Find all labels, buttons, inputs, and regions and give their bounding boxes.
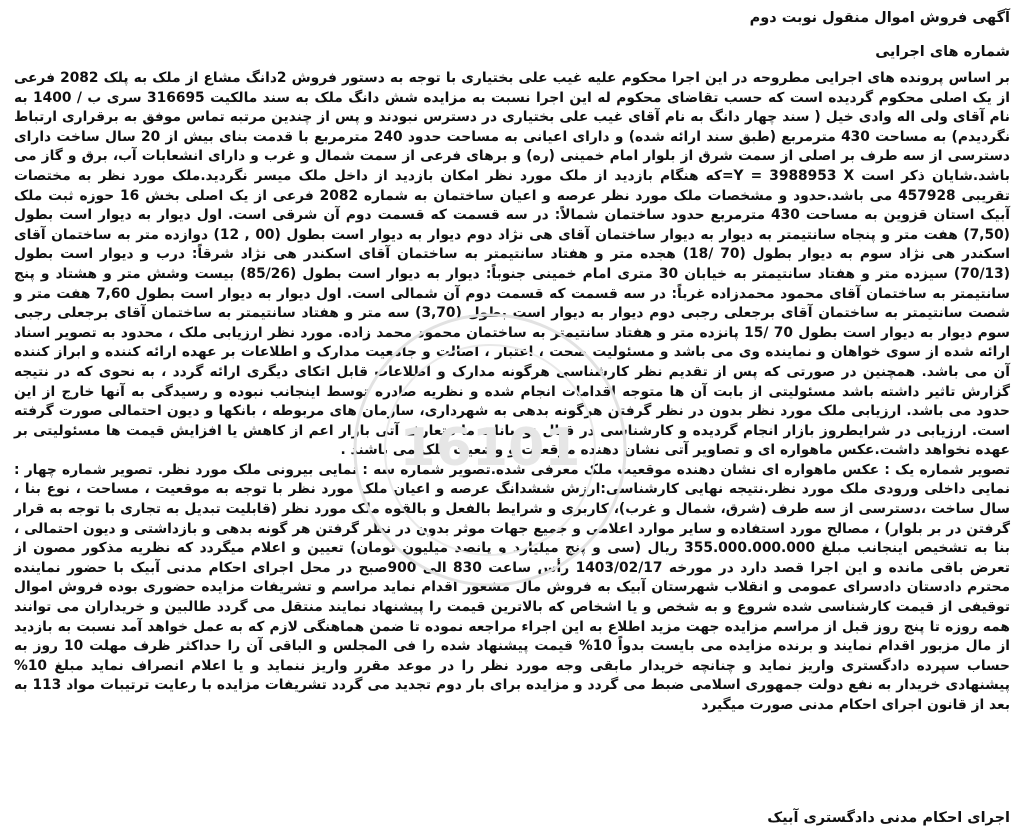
notice-subtitle: شماره های اجرایی [875, 44, 1010, 60]
notice-paragraph-auction-terms: تصویر شماره یک : عکس ماهواره ای نشان دهنده موقعیت ملک معرفی شده.تصویر شماره سه : نمایی بیرونی ملک مورد نظر. تصویر شماره چهار : نمایی داخلی ورودی ملک مورد نظر.نتیجه نهایی کارشناسی:ارزش ششدانگ عرصه و اعیان ملک مورد نظر با توجه به موقعیت ، مساحت ، نوع بنا ، سال ساخت ،دسترسی از سه طرف (شرق، شمال و غرب)، کاربری و شرایط بالفعل و بالقوه ملک مورد نظر (قابلیت تبدیل به تجاری با توجه به قرار گرفتن در بر بلوار) ، مصالح مورد استفاده و سایر موارد اعلامی و جمیع جهات موثر بدون در نظر گرفتن هر گونه بدهی و بازداشتی و دیون احتمالی ، بنا به تشخیص اینجانب مبلغ 355.000.000.000 ریال (سی و پنج میلیارد و پانصد میلیون تومان) تعیین و اعلام میگردد که نظریه مذکور مصون از تعرض باقی مانده و این اجرا قصد دارد در مورخه 1403/02/17 رأس ساعت 830 الی 900صبح در محل اجرای احکام مدنی آبیک با حضور نماینده محترم دادستان دادسرای عمومی و انقلاب شهرستان آبیک به فروش مال مشعور اقدام نماید مراسم و تشریفات مزایده حضوری بوده فروش اموال توقیفی از قیمت کارشناسی شده شروع و به شخص و یا اشخاص که بالاترین قیمت را پیشنهاد نمایند منتقل می گردد طالبین و خریداران می توانند همه روزه تا پنج روز قبل از مراسم مزایده جهت مزید اطلاع به این اجراء مراجعه نموده تا ضمن هماهنگی لازم که به عمل خواهد آمد نسبت به بازدید از مال مزبور اقدام نمایند و برنده مزایده می بایست بدواً 10% قیمت پیشنهاد شده را فی المجلس و الباقی آن را حداکثر ظرف مهلت 10 روز به حساب سپرده دادگستری واریز نماید و چنانچه خریدار مابقی وجه مورد نظر را در موعد مقرر واریز ننماید و یا اعلام انصراف نماید مبلغ 10% پیشنهادی خریدار به نفع دولت جمهوری اسلامی ضبط می گردد و مزایده برای بار دوم تجدید می گردد تشریفات مزایده با رعایت ترتیبات مواد 113 به بعد از قانون اجرای احکام مدنی صورت میگیرد [14, 461, 1010, 713]
issuer-signature: اجرای احکام مدنی دادگستری آبیک [767, 810, 1010, 826]
notice-body [14, 69, 1010, 716]
notice-paragraph-property-description: بر اساس پرونده های اجرایی مطروحه در این اجرا محکوم علیه غیب علی بختیاری با توجه به دستور فروش 2دانگ مشاع از ملک به پلک 2082 فرعی از یک اصلی محکوم گردیده است که حسب تقاضای محکوم له این اجرا نسبت به مزایده شش دانگ ملک به سند مالکیت 316695 سری ب / 1400 به نام آقای ولی اله وادی خیل ( سند چهار دانگ به نام آقای غیب علی بختیاری در دسترس نبودند و پس از چندین مرتبه تماس موفق به برقراری ارتباط نگردیدم) به مساحت 430 مترمربع (طبق سند ارائه شده) و دارای اعیانی به مساحت حدود 240 مترمربع با قدمت بنای بیش از 20 سال ساخت دارای دسترسی از سه طرف بر اصلی از سمت شرق از بلوار امام خمینی (ره) و برهای فرعی از سمت شمال و غرب و دارای انشعابات آب، برق و گاز می باشد.شایان ذکر است Y = 3988953 X=که هنگام بازدید از ملک مورد نظر امکان بازدید از داخل ملک میسر نگردید.ملک مورد نظر به مختصات تقریبی 457928 می باشد.حدود و مشخصات ملک مورد نظر عرصه و اعیان ساختمان به شماره 2082 فرعی از یک اصلی بخش 16 حوزه ثبت ملک آبیک استان قزوین به مساحت 430 مترمربع حدود ساختمان شمالاً: در سه قسمت که قسمت دوم آن شرقی است. اول دیوار به دیوار است بطول (7,50) هفت متر و پنجاه سانتیمتر به دیوار به دیوار ساختمان آقای هی نژاد دوم دیوار به دیوار است بطول (00 , 12) دوازده متر به ساختمان آقای اسکندر هی نژاد سوم به دیوار بطول (70 /18) هجده متر و هفتاد سانتیمتر به ساختمان آقای اسکندر هی نژاد شرقاً: درب و دیوار است بطول (70/13) سیزده متر و هفتاد سانتیمتر به خیابان 30 متری امام خمینی جنوباً: دیوار به دیوار است بطول (85/26) بیست وشش متر و هشتاد و پنج سانتیمتر به ساختمان آقای محمود محمدزاده غرباً: در سه قسمت که قسمت دوم آن شمالی است. اول دیوار به دیوار است بطول 7,60 هفت متر و شصت سانتیمتر به ساختمان آقای برجعلی رجبی دوم دیوار به دیوار است بطول (3,70) سه متر و هفتاد سانتیمتر به ساختمان آقای برجعلی رجبی سوم دیوار به دیوار است بطول 70 /15 پانزده متر و هفتاد سانتیمتر به ساختمان محمود محمد زاده. مورد نظر ارزیابی ملک ، محدود به تصویر اسناد ارائه شده از سوی خواهان و نماینده وی می باشد و مسئولیت صحت ، اعتبار ، اصالت و جامعیت مدارک و اطلاعات بر عهده ارائه کننده و ابراز کننده آن می باشد. همچنین در صورتی که پس از تقدیم نظر کارشناسی هرگونه مدارک و اطلاعات قابل اتکای دیگری ارائه گردد ، به نحوی که در نتیجه گزارش تاثیر داشته باشد مسئولیتی از بابت آن ها متوجه اقدامات انجام شده و نظریه صادره توسط اینجانب نبوده و رسیدگی به آنها خارج از این حدود می باشد. ارزیابی ملک مورد نظر بدون در نظر گرفتن هرگونه بدهی به شهرداری، سازمان های مربوطه ، بانکها و دیون احتمالی صورت گرفته است. ارزیابی در شرایطروز بازار انجام گردیده و کارشناسی در قبال نوسانات ما متعارف آتی بازار اعم از کاهش یا افزایش قیمت ها مسئولیتی بر عهده نخواهد داشت.عکس ماهواره ای و تصاویر آتی نشان دهنده موقعیت و وضعیت ملک می باشند . [14, 70, 1011, 459]
watermark-number: 16101 [399, 418, 581, 478]
notice-title: آگهی فروش اموال منقول نوبت دوم [749, 10, 1010, 26]
